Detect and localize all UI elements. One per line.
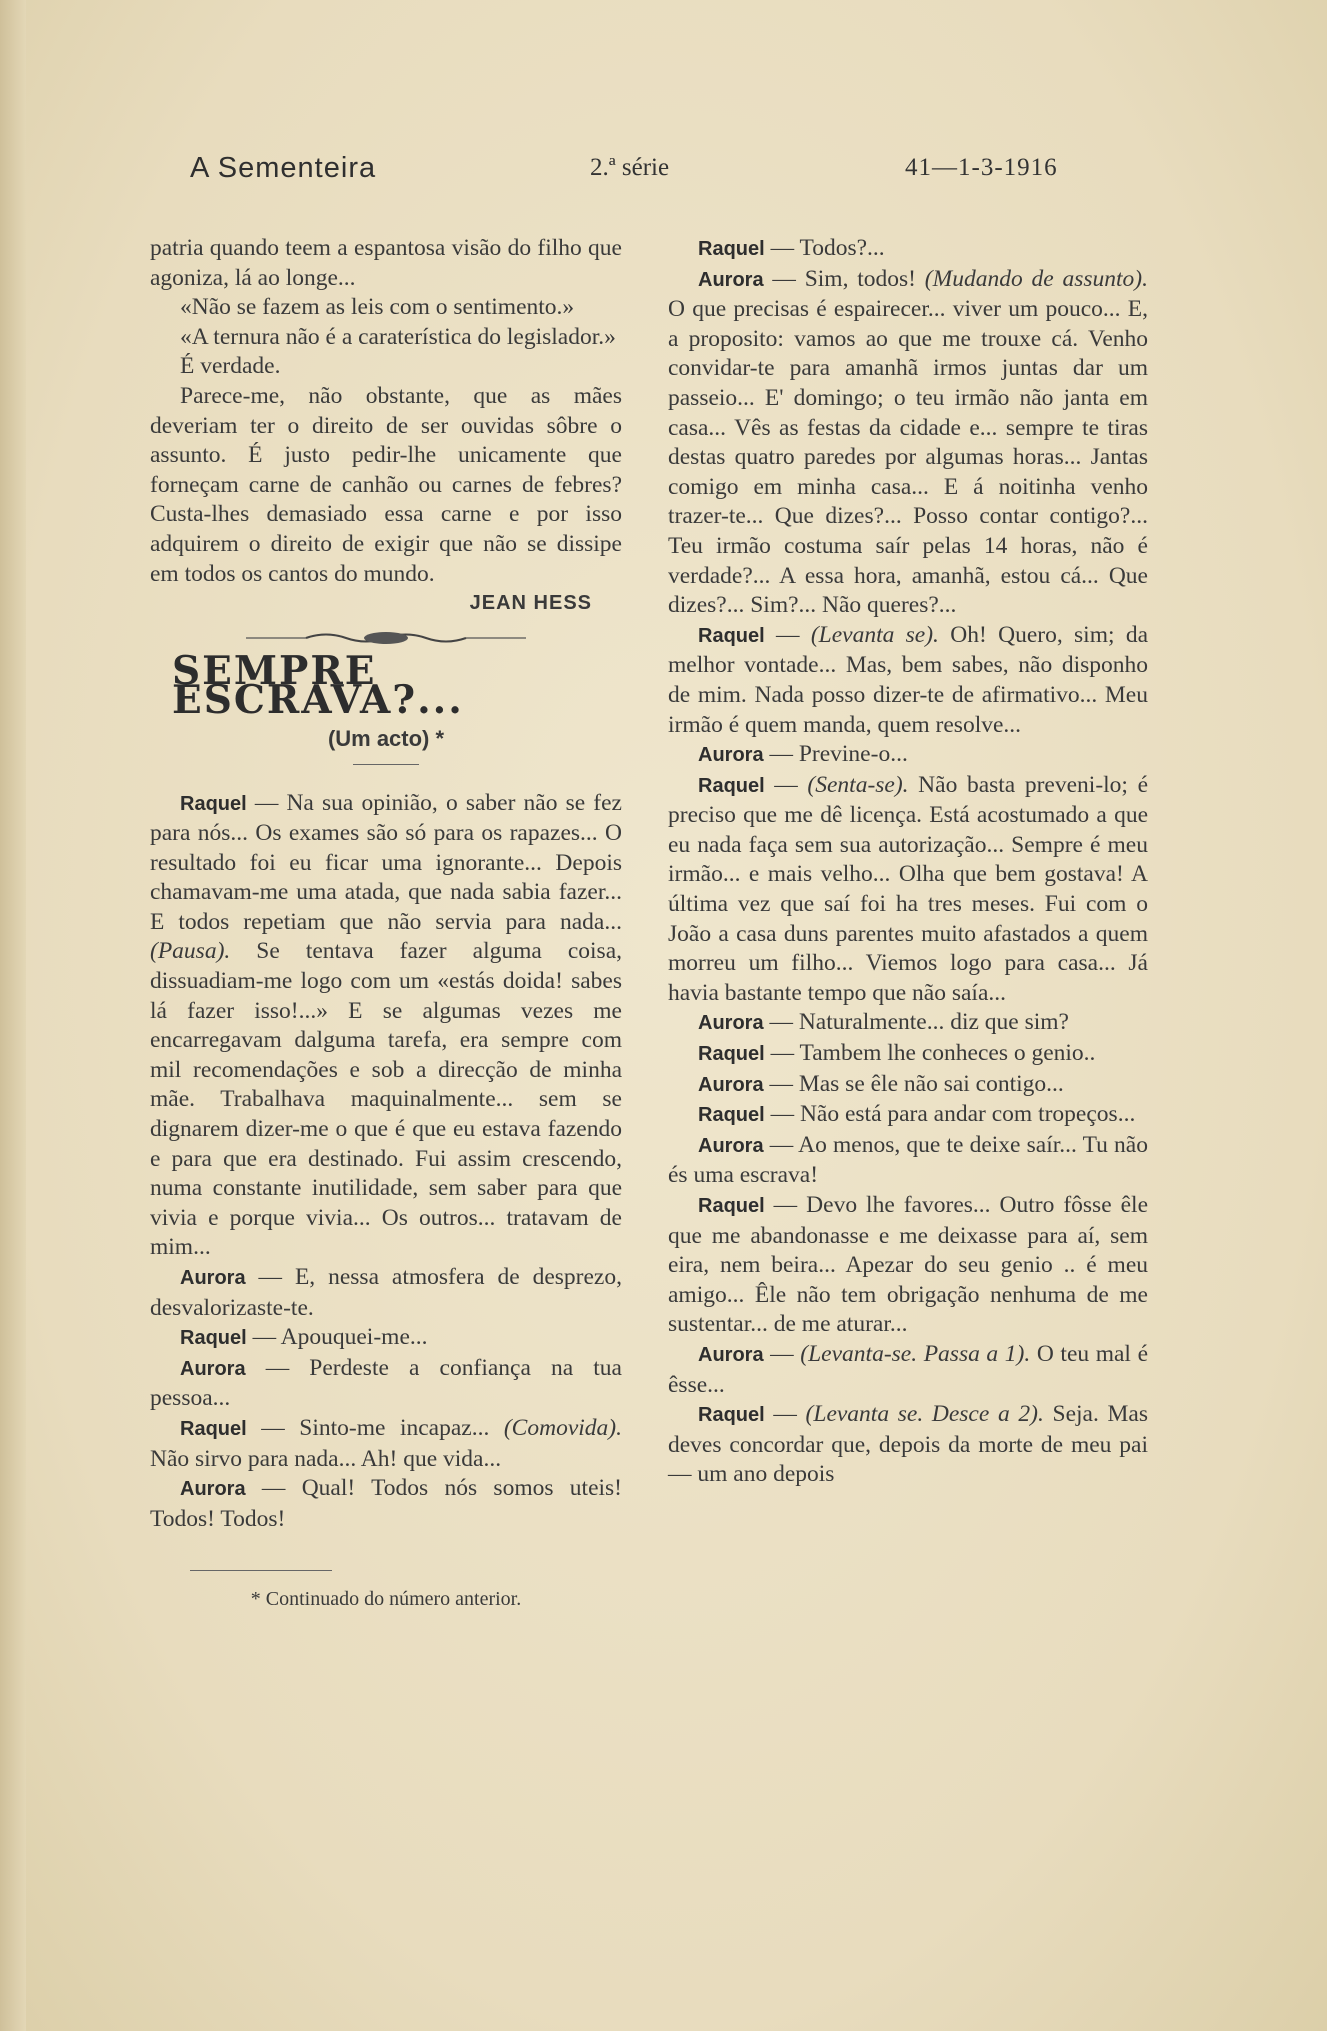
stage-direction: (Levanta-se. Passa a 1). xyxy=(800,1340,1031,1367)
dialogue-line xyxy=(668,771,1148,1009)
dialogue-left xyxy=(150,789,622,1535)
speaker-name: Raquel xyxy=(698,1195,765,1217)
stage-direction: (Levanta se). xyxy=(810,621,939,648)
dialogue-line xyxy=(668,1100,1148,1131)
dialogue-line xyxy=(150,789,622,1264)
speaker-name: Aurora xyxy=(698,1073,764,1096)
article-paragraph: patria quando teem a espantosa visão do filho que agoniza, lá ao longe... xyxy=(150,235,622,291)
speaker-name: Aurora xyxy=(180,1478,246,1501)
speaker-name: Aurora xyxy=(698,744,764,767)
stage-direction: (Pausa). xyxy=(150,938,231,965)
speaker-name: Aurora xyxy=(698,1343,764,1366)
dialogue-text: Qual! Todos nós somos uteis! Todos! Todos! xyxy=(150,1475,623,1532)
dialogue-text: Oh! Quero, sim; da melhor vontade... Mas, bem sabes, não disponho de mim. Nada posso dizer-te de afirmativo... Meu irmão é quem manda, quem resolve... xyxy=(668,621,1148,738)
dialogue-line xyxy=(668,621,1148,740)
dash-separator: — xyxy=(763,1070,799,1097)
dialogue-text: Não sirvo para nada... Ah! que vida... xyxy=(150,1445,502,1472)
right-column xyxy=(668,234,1148,1490)
article-quote: «Não se fazem as leis com o sentimento.» xyxy=(180,294,575,321)
dash-separator: — xyxy=(245,1475,302,1502)
issue-number-date: 41—1-3-1916 xyxy=(905,154,1058,181)
speaker-name: Raquel xyxy=(698,238,765,260)
dialogue-line xyxy=(668,1008,1148,1039)
dash-separator: — xyxy=(764,235,800,261)
footnote-rule xyxy=(190,1570,332,1571)
speaker-name: Aurora xyxy=(698,1012,764,1035)
dialogue-line xyxy=(150,1474,622,1534)
dialogue-line xyxy=(150,1414,622,1474)
dash-separator: — xyxy=(764,1101,800,1128)
dialogue-line xyxy=(668,1039,1148,1070)
dialogue-line xyxy=(668,740,1148,771)
dialogue-text: Previne-o... xyxy=(798,741,908,768)
dash-separator: — xyxy=(764,771,808,798)
dialogue-text: E, nessa atmosfera de desprezo, desvalorizaste-te. xyxy=(150,1264,622,1321)
dialogue-line xyxy=(668,1340,1148,1400)
dash-separator: — xyxy=(763,741,799,768)
page-header xyxy=(190,152,1120,192)
page-edge xyxy=(0,0,26,2031)
dash-separator: — xyxy=(764,1040,800,1067)
dialogue-text: Naturalmente... diz que sim? xyxy=(798,1009,1069,1036)
dialogue-line xyxy=(668,1131,1148,1191)
dialogue-text: Devo lhe favores... Outro fôsse êle que me abandonasse e me deixasse para aí, sem eira, nem beira... Apezar do seu genio .. é meu amigo... Êle não tem obrigação nenhuma de me sustentar... de me aturar... xyxy=(668,1192,1149,1338)
left-column xyxy=(150,234,622,1615)
speaker-name: Raquel xyxy=(698,774,765,797)
dialogue-text: Sim, todos! xyxy=(804,265,925,292)
dialogue-line xyxy=(668,1400,1148,1490)
dialogue-line xyxy=(668,1070,1148,1101)
speaker-name: Aurora xyxy=(180,1357,246,1380)
dialogue-text: Seja. Mas deves concordar que, depois da morte de meu pai — um ano depois xyxy=(668,1401,1148,1488)
speaker-name: Raquel xyxy=(180,1417,247,1440)
dash-separator: — xyxy=(246,1324,281,1351)
short-rule xyxy=(353,764,419,765)
dash-separator: — xyxy=(763,265,805,292)
dialogue-text: Ao menos, que te deixe saír... Tu não és uma escrava! xyxy=(668,1131,1148,1189)
dialogue-right xyxy=(668,234,1148,1490)
article-paragraph: Parece-me, não obstante, que as mães deveriam ter o direito de ser ouvidas sôbre o assunto. É justo pedir-lhe unicamente que forneçam carne de canhão ou carnes de febres? Custa-lhes demasiado essa carne e por isso adquirem o direito de exigir que não se dissipe em todos os cantos do mundo. xyxy=(150,382,622,587)
dash-separator: — xyxy=(763,1009,799,1036)
dialogue-text: Na sua opinião, o saber não se fez para nós... Os exames são só para os rapazes... O resultado foi eu ficar uma ignorante... Depois chamavam-me uma atada, que nada sabia fazer... E todos repetiam que não servia para nada... xyxy=(150,789,622,935)
dialogue-text: Todos?... xyxy=(799,235,885,261)
stage-direction: (Mudando de assunto). xyxy=(924,265,1148,292)
dialogue-line xyxy=(150,1323,622,1354)
dialogue-line xyxy=(150,1263,622,1323)
dialogue-text: Tambem lhe conheces o genio.. xyxy=(799,1040,1096,1067)
dash-separator: — xyxy=(764,1192,807,1218)
dialogue-text: Não basta preveni-lo; é preciso que me dê licença. Está acostumado a que eu nada faça sem sua autorização... Sempre é meu irmão... e mais velho... Olha que bem gostava! A última vez que saí foi ha tres meses. Fui com o João a casa duns parentes muito afastados a quem morreu um filho... Viemos logo para casa... Já havia bastante tempo que não saía... xyxy=(668,771,1148,1006)
dash-separator: — xyxy=(246,789,287,816)
journal-title: A Sementeira xyxy=(190,152,377,184)
article-paragraph: É verdade. xyxy=(180,353,281,380)
dialogue-line xyxy=(668,234,1148,265)
dialogue-line xyxy=(668,265,1148,621)
dialogue-text: Não está para andar com tropeços... xyxy=(799,1101,1136,1128)
dash-separator: — xyxy=(763,1340,801,1367)
dialogue-line xyxy=(150,1354,622,1414)
dialogue-text: O teu mal é êsse... xyxy=(668,1340,1148,1398)
dialogue-text: Mas se êle não sai contigo... xyxy=(798,1070,1064,1097)
speaker-name: Aurora xyxy=(698,1134,764,1157)
speaker-name: Raquel xyxy=(698,1404,765,1427)
article-quote: «A ternura não é a caraterística do legislador.» xyxy=(180,323,616,350)
speaker-name: Aurora xyxy=(180,1267,246,1289)
dash-separator: — xyxy=(763,1131,799,1158)
dialogue-text: Apouquei-me... xyxy=(280,1324,428,1351)
dash-separator: — xyxy=(764,1401,806,1428)
footnote: * Continuado do número anterior. xyxy=(250,1588,522,1611)
speaker-name: Raquel xyxy=(698,1104,765,1127)
stage-direction: (Comovida). xyxy=(503,1414,622,1441)
stage-direction: (Senta-se). xyxy=(807,771,909,798)
speaker-name: Aurora xyxy=(698,268,764,291)
dash-separator: — xyxy=(245,1354,310,1381)
dialogue-text: Sinto-me incapaz... xyxy=(299,1414,504,1441)
speaker-name: Raquel xyxy=(698,624,765,647)
speaker-name: Raquel xyxy=(180,792,247,815)
dialogue-text: Se tentava fazer alguma coisa, dissuadiam-me logo com um «estás doida! sabes lá fazer isso!...» E se algumas vezes me encarregavam dalguma tarefa, era sempre com mil recomendações e sob a direcção de minha mãe. Trabalhava maquinalmente... sem se dignarem dizer-me o que é que eu estava fazendo e para que era destinado. Fui assim crescendo, numa constante inutilidade, sem saber para que vivia e porque vivia... Os outros... tratavam de mim... xyxy=(150,938,622,1261)
dash-separator: — xyxy=(764,621,811,648)
dialogue-text: Perdeste a confiança na tua pessoa... xyxy=(150,1354,622,1412)
dash-separator: — xyxy=(245,1264,295,1290)
stage-direction: (Levanta se. Desce a 2). xyxy=(805,1401,1044,1428)
author-signature: JEAN HESS xyxy=(469,592,592,615)
dialogue-line xyxy=(668,1191,1148,1340)
dialogue-text: O que precisas é espairecer... viver um pouco... E, a proposito: vamos ao que me trouxe cá. Venho convidar-te para amanhã irmos juntas dar um passeio... E' domingo; o teu irmão não janta em casa... Vês as festas da cidade e... sempre te tiras destas quatro paredes por algumas horas... Jantas comigo em minha casa... E á noitinha venho trazer-te... Que dizes?... Posso contar contigo?... Teu irmão costuma saír pelas 14 horas, não é verdade?... A essa hora, amanhã, estou cá... Que dizes?... Sim?... Não queres?... xyxy=(668,296,1148,619)
play-subtitle: (Um acto) * xyxy=(327,725,445,751)
speaker-name: Raquel xyxy=(180,1327,247,1350)
dash-separator: — xyxy=(246,1414,300,1441)
series-label: 2.ª série xyxy=(590,154,670,181)
speaker-name: Raquel xyxy=(698,1043,765,1066)
play-title: SEMPRE ESCRAVA?... xyxy=(172,647,464,724)
ornament-divider xyxy=(246,629,526,647)
